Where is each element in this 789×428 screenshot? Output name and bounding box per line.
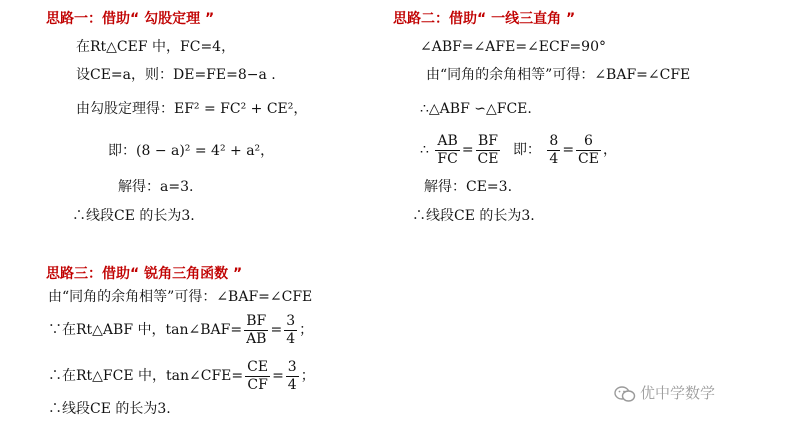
fraction-3-4	[284, 313, 297, 348]
fraction-numerator: 6	[576, 133, 601, 151]
method2-title: 思路二：借助“ 一线三直角 ”	[393, 11, 576, 27]
equals-sign: =	[272, 368, 284, 384]
method1-title: 思路一：借助“ 勾股定理 ”	[46, 11, 215, 27]
fraction-numerator: 8	[549, 132, 559, 149]
wechat-icon	[614, 385, 636, 403]
tan-prefix: ∴在Rt△FCE 中，tan∠CFE=	[48, 368, 244, 384]
method1-line-4: 即：(8 − a)² = 4² + a²，	[108, 143, 275, 159]
fraction-denominator: 4	[286, 330, 296, 347]
fraction-numerator: AB	[435, 133, 459, 151]
equals-sign: =	[562, 142, 575, 158]
fraction-denominator: CF	[247, 376, 268, 393]
method1-line-3: 由勾股定理得：EF² = FC² + CE²，	[76, 101, 308, 117]
fraction-8-4	[547, 133, 560, 168]
fraction-numerator: CE	[247, 358, 269, 375]
watermark-text: 优中学数学	[640, 384, 716, 402]
therefore-symbol: ∴	[420, 142, 429, 158]
fraction-ab-fc	[435, 133, 459, 168]
method1-line-1: 在Rt△CEF 中，FC=4，	[76, 39, 236, 55]
method3-line-1: 由“同角的余角相等”可得：∠BAF=∠CFE	[48, 289, 313, 305]
method2-line-2: 由“同角的余角相等”可得：∠BAF=∠CFE	[426, 67, 691, 83]
fraction-denominator: CE	[578, 150, 599, 167]
fraction-denominator: FC	[437, 150, 458, 167]
method2-line-4: 解得：CE=3.	[424, 179, 513, 195]
method3-line-2: ∴线段CE 的长为3.	[48, 401, 171, 417]
fraction-numerator: 3	[286, 312, 296, 329]
semicolon: ；	[300, 368, 315, 384]
method1-line-5: 解得：a=3.	[118, 179, 194, 195]
equals-sign: =	[270, 322, 283, 338]
method1-line-6: ∴线段CE 的长为3.	[72, 208, 195, 224]
fraction-denominator: 4	[549, 150, 559, 167]
tan-prefix: ∵在Rt△ABF 中，tan∠BAF=	[48, 322, 243, 338]
fraction-denominator: CE	[477, 150, 499, 167]
semicolon: ；	[299, 322, 314, 338]
method2-line-5: ∴线段CE 的长为3.	[412, 208, 535, 224]
method3-title: 思路三：借助“ 锐角三角函数 ”	[46, 266, 243, 282]
fraction-denominator: AB	[246, 330, 267, 347]
fraction-denominator: 4	[287, 376, 297, 393]
method3-tan-line-1	[48, 312, 313, 348]
fraction-3-4	[286, 359, 299, 394]
method1-line-2: 设CE=a，则：DE=FE=8−a .	[76, 67, 276, 83]
watermark	[614, 384, 715, 403]
method2-ratio-line	[420, 132, 617, 168]
fraction-bf-ab	[244, 313, 268, 348]
method2-line-1: ∠ABF=∠AFE=∠ECF=90°	[420, 39, 606, 55]
fraction-bf-ce	[476, 133, 501, 168]
comma: ，	[602, 142, 617, 158]
method2-line-3: ∴△ABF ∽△FCE.	[420, 101, 532, 117]
fraction-numerator: 3	[287, 358, 297, 375]
fraction-numerator: BF	[244, 313, 268, 331]
fraction-6-ce	[576, 133, 601, 168]
that-is-label: 即：	[512, 142, 541, 158]
fraction-numerator: BF	[476, 133, 501, 151]
method3-tan-line-2	[48, 358, 315, 394]
equals-sign: =	[461, 142, 474, 158]
fraction-ce-cf	[245, 359, 270, 394]
